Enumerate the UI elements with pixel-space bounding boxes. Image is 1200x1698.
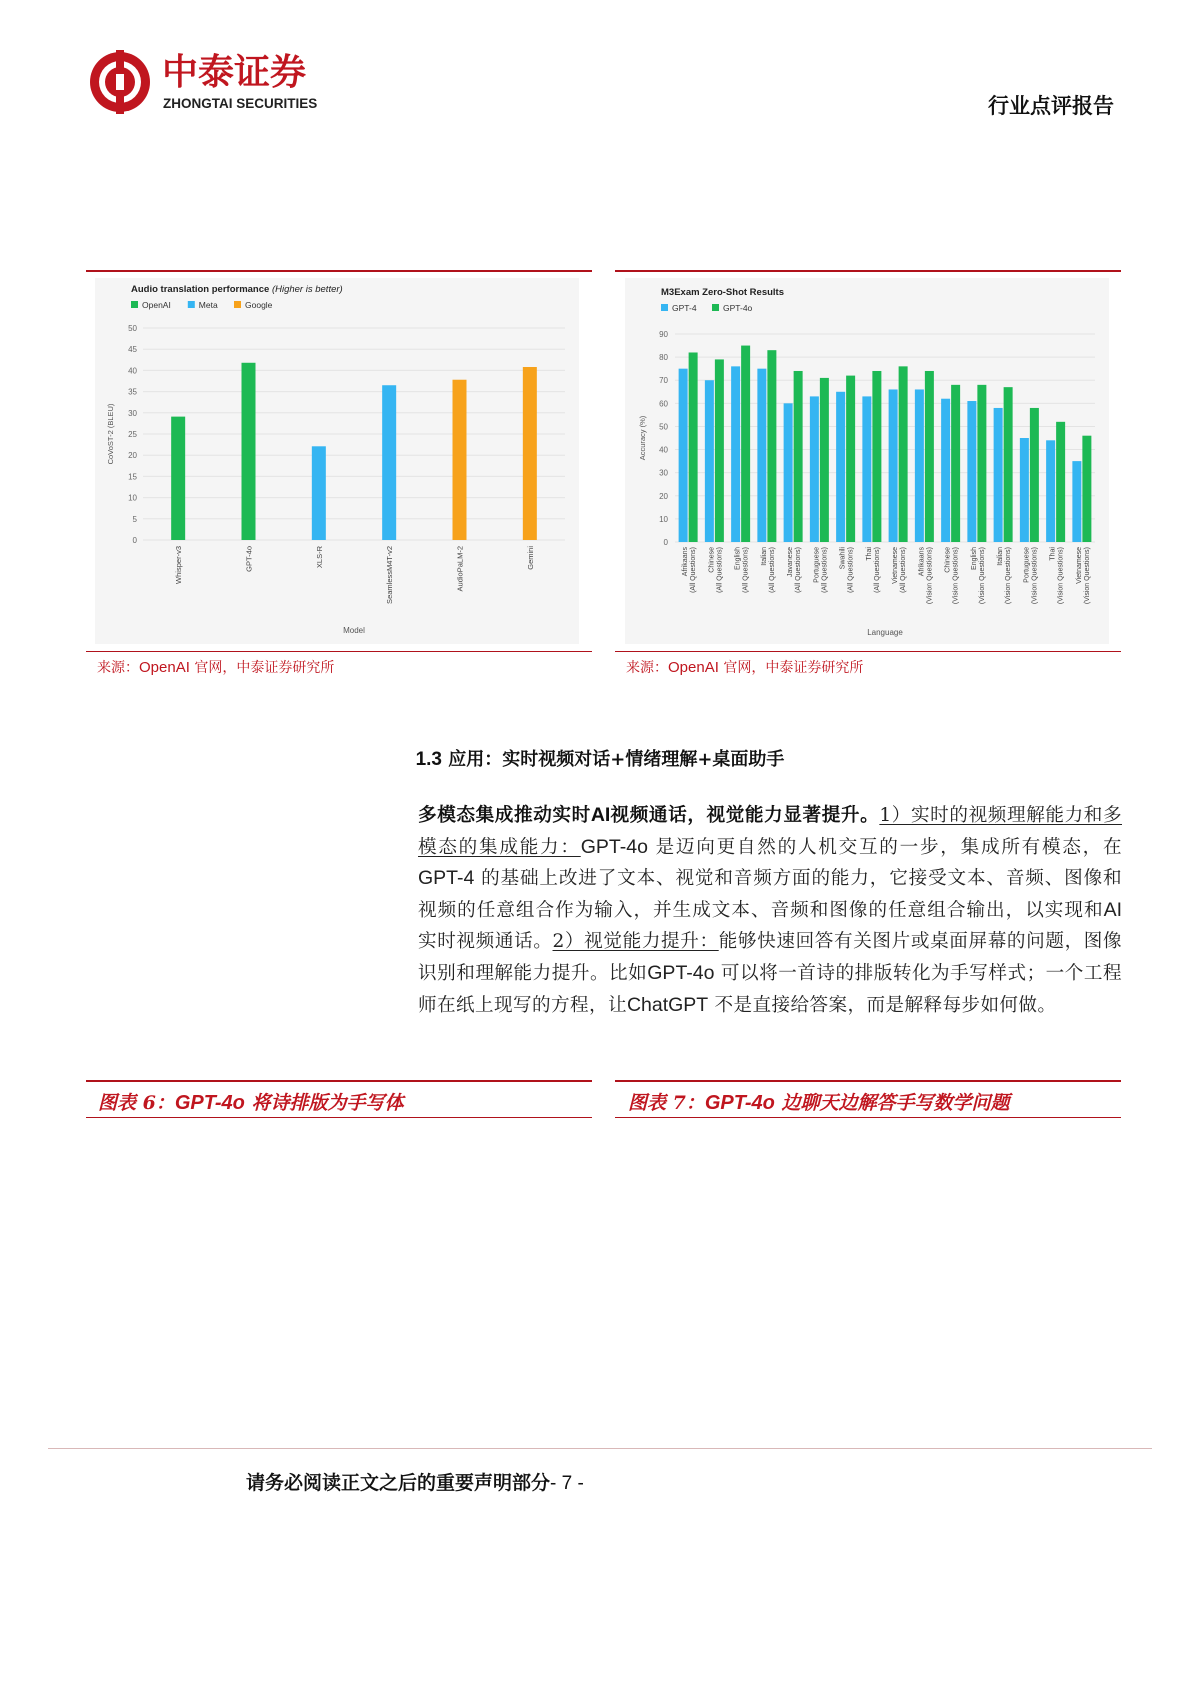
x-tick-label: Swahili(All Questions): [839, 547, 855, 593]
bar-gpt-4o: [872, 371, 881, 542]
x-tick-label: Afrikaans(All Questions): [682, 547, 698, 593]
x-axis-label: Language: [867, 628, 903, 637]
y-tick-label: 80: [659, 353, 668, 363]
legend-label-google: Google: [245, 300, 273, 310]
y-tick-label: 40: [128, 366, 137, 376]
y-tick-label: 15: [128, 472, 137, 482]
bar-gpt-4o: [1082, 436, 1091, 542]
x-tick-label: GPT-4o: [244, 546, 254, 572]
chart-title: Audio translation performance (Higher is better): [131, 284, 343, 295]
bar-gpt-4: [1072, 461, 1081, 542]
bar-gpt-4: [757, 369, 766, 542]
legend-label-meta: Meta: [198, 300, 218, 310]
x-tick-label: Whisper-v3: [174, 546, 184, 584]
bar-gpt-4: [1046, 440, 1055, 542]
y-tick-label: 45: [128, 345, 137, 355]
bar-gpt-4o: [794, 371, 803, 542]
bar-gpt-4o: [1056, 422, 1065, 542]
bar-gpt-4o: [899, 366, 908, 542]
y-tick-label: 90: [659, 330, 668, 339]
bar-gpt-4o: [242, 363, 256, 540]
highlight-point-2: 2）视觉能力提升：: [552, 931, 719, 953]
chart-left-panel: [95, 278, 579, 644]
x-tick-label: Vietnamese(Vision Questions): [1075, 547, 1091, 605]
x-tick-label: Portuguese(All Questions): [813, 547, 829, 593]
chart-left-bottom-rule: [86, 651, 592, 652]
source-left: 来源：OpenAI 官网，中泰证券研究所: [97, 659, 335, 676]
y-tick-label: 5: [132, 514, 137, 524]
report-type: 行业点评报告: [988, 93, 1114, 118]
x-tick-label: AudioPaLM-2: [455, 546, 465, 592]
logo-emblem: [90, 50, 150, 114]
chart-title: M3Exam Zero-Shot Results: [661, 287, 784, 298]
x-tick-label: English(Vision Questions): [970, 547, 986, 605]
bar-gpt-4o: [951, 385, 960, 542]
bar-gpt-4o: [689, 352, 698, 542]
bar-whisper-v3: [171, 417, 185, 540]
x-tick-label: Italian(All Questions): [760, 547, 776, 593]
bar-gpt-4o: [741, 346, 750, 542]
y-tick-label: 25: [128, 430, 137, 439]
bar-gpt-4: [705, 380, 714, 542]
fig7-bottom-rule: [615, 1117, 1121, 1118]
bar-gpt-4: [889, 389, 898, 542]
x-tick-label: Javanese(All Questions): [787, 547, 803, 593]
fig6-bottom-rule: [86, 1117, 592, 1118]
x-tick-label: Thai(All Questions): [865, 547, 881, 593]
x-tick-label: Portuguese(Vision Questions): [1023, 547, 1039, 605]
figure-7-caption: 图表 7：GPT-4o 边聊天边解答手写数学问题: [628, 1092, 1010, 1114]
bar-gpt-4o: [715, 359, 724, 542]
fig6-top-rule: [86, 1080, 592, 1082]
bar-gpt-4o: [925, 371, 934, 542]
legend-label-gpt-4: GPT-4: [672, 303, 697, 313]
bar-gpt-4: [994, 408, 1003, 542]
bar-gpt-4: [967, 401, 976, 542]
bar-gpt-4o: [846, 376, 855, 542]
bar-gpt-4: [915, 389, 924, 542]
chart-right-top-rule: [615, 270, 1121, 272]
bar-gpt-4: [810, 396, 819, 542]
bar-xls-r: [312, 446, 326, 540]
y-tick-label: 10: [659, 514, 668, 524]
y-tick-label: 10: [128, 493, 137, 503]
bar-gemini: [523, 367, 537, 540]
bar-seamlessm4t-v2: [382, 385, 396, 540]
x-tick-label: Thai(Vision Questions): [1049, 547, 1065, 605]
legend-swatch-gpt-4: [661, 304, 668, 311]
legend-swatch-google: [234, 301, 241, 308]
bar-gpt-4o: [1004, 387, 1013, 542]
y-tick-label: 40: [659, 445, 668, 455]
section-heading: 1.3 应用：实时视频对话+情绪理解+桌面助手: [415, 749, 785, 770]
y-tick-label: 70: [659, 376, 668, 386]
bar-gpt-4o: [820, 378, 829, 542]
bar-audiopalm-2: [453, 380, 467, 540]
footer-notice: 请务必阅读正文之后的重要声明部分- 7 -: [246, 1472, 584, 1494]
m3exam-chart: [625, 278, 1109, 644]
x-tick-label: XLS-R: [314, 546, 324, 569]
x-tick-label: Italian(Vision Questions): [997, 547, 1013, 605]
legend-label-gpt-4o: GPT-4o: [723, 303, 753, 313]
figure-6-caption: 图表 6：GPT-4o 将诗排版为手写体: [98, 1092, 404, 1114]
x-tick-label: Gemini: [525, 546, 535, 570]
chart-right-bottom-rule: [615, 651, 1121, 652]
x-axis-label: Model: [343, 626, 365, 635]
body-paragraph: 多模态集成推动实时AI视频通话，视觉能力显著提升。1）实时的视频理解能力和多模态的集成能力：GPT-4o 是迈向更自然的人机交互的一步，集成所有模态，在GPT-4 的基础上改进了文本、视觉和音频方面的能力，它接受文本、音频、图像和视频的任意组合作为输入，并生成文本、音频和图像的任意组合输出，以实现和AI 实时视频通话。2）视觉能力提升：能够快速回答有关图片或桌面屏幕的问题，图像识别和理解能力提升。比如GPT-4o 可以将一首诗的排版转化为手写样式；一个工程师在纸上现写的方程，让ChatGPT 不是直接给答案，而是解释每步如何做。: [418, 804, 1123, 1016]
chart-left-top-rule: [86, 270, 592, 272]
legend-label-openai: OpenAI: [142, 300, 171, 310]
bar-gpt-4o: [977, 385, 986, 542]
legend-swatch-gpt-4o: [712, 304, 719, 311]
chart-right-panel: [625, 278, 1109, 644]
legend-swatch-openai: [131, 301, 138, 308]
footer-divider: [48, 1448, 1152, 1449]
audio-translation-chart: [95, 278, 579, 644]
bar-gpt-4: [862, 396, 871, 542]
y-tick-label: 50: [128, 324, 137, 333]
x-tick-label: Vietnamese(All Questions): [892, 547, 908, 593]
y-axis-label: Accuracy (%): [638, 415, 647, 461]
bar-gpt-4: [941, 399, 950, 542]
bar-gpt-4: [784, 403, 793, 542]
x-tick-label: English(All Questions): [734, 547, 750, 593]
brand-cn: 中泰证券: [162, 51, 307, 92]
y-tick-label: 30: [659, 468, 668, 478]
bar-gpt-4o: [1030, 408, 1039, 542]
x-tick-label: Chinese(Vision Questions): [944, 547, 960, 605]
y-axis-label: CoVoST-2 (BLEU): [106, 403, 115, 465]
y-tick-label: 20: [128, 451, 137, 461]
x-tick-label: Chinese(All Questions): [708, 547, 724, 593]
y-tick-label: 20: [659, 491, 668, 501]
brand-en: ZHONGTAI SECURITIES: [163, 96, 318, 111]
y-tick-label: 30: [128, 408, 137, 418]
fig7-top-rule: [615, 1080, 1121, 1082]
bar-gpt-4: [731, 366, 740, 542]
y-tick-label: 50: [659, 422, 668, 432]
bar-gpt-4: [679, 369, 688, 542]
y-tick-label: 0: [663, 538, 668, 547]
bar-gpt-4o: [767, 350, 776, 542]
page-number: - 7 -: [550, 1473, 584, 1494]
legend-swatch-meta: [188, 301, 195, 308]
x-tick-label: Afrikaans(Vision Questions): [918, 547, 934, 605]
bar-gpt-4: [1020, 438, 1029, 542]
y-tick-label: 35: [128, 387, 137, 397]
y-tick-label: 60: [659, 399, 668, 409]
bar-gpt-4: [836, 392, 845, 542]
x-tick-label: SeamlessM4T-v2: [385, 546, 395, 604]
source-right: 来源：OpenAI 官网，中泰证券研究所: [626, 659, 864, 676]
zhongtai-logo: [86, 44, 386, 124]
highlight-point-1: 1）实时的视频理解能力和多模态的集成能力：: [418, 805, 1122, 858]
y-tick-label: 0: [132, 536, 137, 545]
